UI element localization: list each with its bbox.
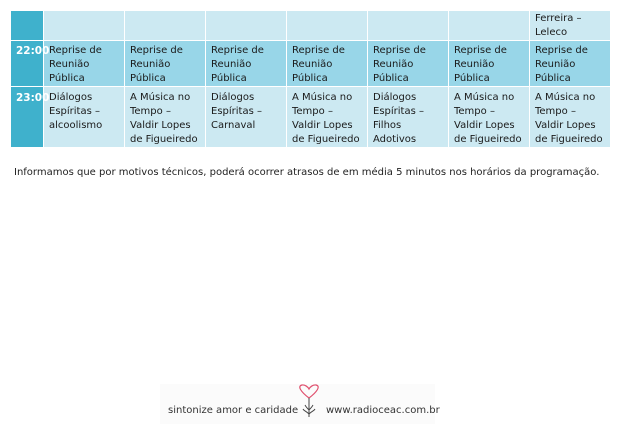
schedule-cell: A Música no Tempo – Valdir Lopes de Figueiredo [287, 87, 368, 148]
schedule-cell: Diálogos Espíritas – Filhos Adotivos [368, 87, 449, 148]
schedule-cell [125, 11, 206, 41]
schedule-cell: Reprise de Reunião Pública [530, 41, 611, 87]
schedule-cell [44, 11, 125, 41]
schedule-cell [206, 11, 287, 41]
schedule-cell: A Música no Tempo – Valdir Lopes de Figueiredo [530, 87, 611, 148]
schedule-cell: Diálogos Espíritas – alcoolismo [44, 87, 125, 148]
footer-url: www.radioceac.com.br [326, 405, 440, 416]
schedule-cell: Reprise de Reunião Pública [449, 41, 530, 87]
schedule-cell: Reprise de Reunião Pública [44, 41, 125, 87]
schedule-cell: Reprise de Reunião Pública [125, 41, 206, 87]
schedule-cell: A Música no Tempo – Valdir Lopes de Figueiredo [125, 87, 206, 148]
delay-notice: Informamos que por motivos técnicos, poderá ocorrer atrasos de em média 5 minutos nos horários da programação. [14, 167, 600, 178]
schedule-table [10, 10, 611, 148]
table-row [11, 41, 611, 87]
time-cell [11, 11, 44, 41]
schedule-cell: Reprise de Reunião Pública [368, 41, 449, 87]
schedule-cell: Diálogos Espíritas – Carnaval [206, 87, 287, 148]
schedule-cell: A Música no Tempo – Valdir Lopes de Figueiredo [449, 87, 530, 148]
table-row [11, 87, 611, 148]
footer-tagline: sintonize amor e caridade [168, 405, 299, 416]
schedule-cell [368, 11, 449, 41]
footer-banner [160, 384, 440, 424]
schedule-cell [287, 11, 368, 41]
schedule-cell: Reprise de Reunião Pública [287, 41, 368, 87]
time-cell: 22:00 [11, 41, 44, 87]
heart-flower-icon [294, 384, 324, 422]
schedule-cell [449, 11, 530, 41]
table-row [11, 11, 611, 41]
schedule-cell: Reprise de Reunião Pública [206, 41, 287, 87]
time-cell: 23:00 [11, 87, 44, 148]
schedule-cell: Ferreira – Leleco [530, 11, 611, 41]
